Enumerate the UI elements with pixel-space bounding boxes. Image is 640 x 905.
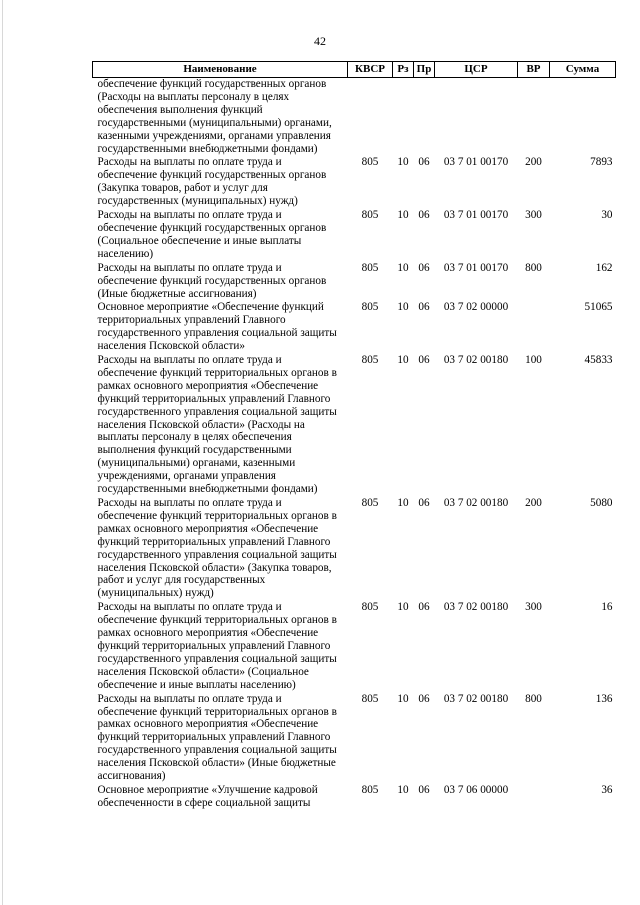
cell-sum: 136 (595, 692, 613, 705)
table-header-row (93, 62, 616, 78)
cell-csr: 03 7 02 00180 (443, 497, 509, 509)
cell-kvsr (348, 78, 393, 157)
cell-vr: 200 (525, 497, 542, 509)
cell-kvsr: 805 (361, 261, 379, 274)
cell-vr: 800 (525, 692, 542, 705)
cell-name: Расходы на выплаты по оплате труда и обеспечение функций территориальных органов в рамках основного мероприятия «Обеспечение функций территориальных управлений Главного государственного управления социальной защиты населения Псковской области» (Расходы на выплаты персоналу в целях обеспечения выполнения функций государственными (муниципальными) органами, казенными учреждениями, органами управления государственными внебюджетными фондами) (97, 354, 337, 496)
cell-pr (414, 78, 435, 157)
cell-name: Расходы на выплаты по оплате труда и обеспечение функций государственных органов (Социальное обеспечение и иные выплаты населению) (97, 209, 327, 260)
cell-kvsr: 805 (361, 354, 379, 367)
cell-name: Расходы на выплаты по оплате труда и обеспечение функций территориальных органов в рамках основного мероприятия «Обеспечение функций территориальных управлений Главного государственного управления социальной защиты населения Псковской области» (Закупка товаров, работ и услуг для государственных (муниципальных) нужд) (97, 497, 337, 600)
cell-csr: 03 7 02 00000 (443, 301, 509, 314)
header-name: Наименование (93, 62, 348, 78)
cell-pr: 06 (418, 156, 430, 169)
header-csr: ЦСР (435, 62, 518, 78)
cell-vr: 200 (525, 156, 542, 169)
header-pr: Пр (414, 62, 435, 78)
cell-csr: 03 7 01 00170 (443, 261, 509, 274)
cell-pr: 06 (418, 301, 430, 314)
header-vr: ВР (518, 62, 550, 78)
table-row (93, 209, 616, 262)
cell-csr: 03 7 02 00180 (443, 354, 509, 367)
cell-csr: 03 7 02 00180 (443, 601, 509, 614)
page-edge-line (2, 0, 3, 905)
header-rz: Рз (393, 62, 414, 78)
cell-sum: 30 (601, 209, 613, 222)
cell-vr (518, 78, 550, 157)
cell-vr: 100 (525, 354, 542, 367)
table-row (93, 601, 616, 692)
cell-kvsr: 805 (361, 783, 379, 796)
table-row (93, 784, 616, 811)
budget-table (92, 61, 616, 811)
cell-vr (518, 784, 550, 811)
cell-kvsr: 805 (361, 692, 379, 705)
cell-csr: 03 7 01 00170 (443, 156, 509, 169)
cell-rz: 10 (397, 354, 409, 367)
table-row (93, 497, 616, 601)
cell-sum: 5080 (590, 497, 613, 509)
cell-kvsr: 805 (361, 601, 379, 614)
cell-rz: 10 (397, 692, 409, 705)
table-row (93, 301, 616, 354)
cell-sum: 7893 (590, 156, 613, 169)
cell-rz: 10 (397, 497, 409, 509)
table-row (93, 354, 616, 497)
cell-csr: 03 7 02 00180 (443, 692, 509, 705)
header-sum: Сумма (550, 62, 616, 78)
cell-sum: 36 (601, 783, 613, 796)
cell-vr: 300 (525, 601, 542, 614)
cell-vr: 300 (525, 209, 542, 222)
page-number: 42 (314, 34, 326, 48)
cell-name: обеспечение функций государственных органов (Расходы на выплаты персоналу в целях обеспечения выполнения функций государственными (муниципальными) органами, казенными учреждениями, органами управления государственными внебюджетными фондами) (97, 78, 332, 155)
cell-name: Расходы на выплаты по оплате труда и обеспечение функций государственных органов (Иные бюджетные ассигнования) (97, 261, 327, 300)
cell-name: Основное мероприятие «Улучшение кадровой обеспеченности в сфере социальной защиты (97, 783, 318, 809)
table-body (93, 78, 616, 811)
cell-name: Основное мероприятие «Обеспечение функций территориальных управлений Главного государственного управления социальной защиты населения Псковской области» (97, 301, 337, 353)
cell-pr: 06 (418, 692, 430, 705)
cell-name: Расходы на выплаты по оплате труда и обеспечение функций государственных органов (Закупка товаров, работ и услуг для государственных (муниципальных) нужд) (97, 156, 327, 208)
table-row (93, 693, 616, 784)
cell-rz (393, 78, 414, 157)
cell-kvsr: 805 (361, 209, 379, 222)
cell-pr: 06 (418, 209, 430, 222)
cell-kvsr: 805 (361, 497, 379, 509)
cell-rz: 10 (397, 301, 409, 314)
cell-name: Расходы на выплаты по оплате труда и обеспечение функций территориальных органов в рамках основного мероприятия «Обеспечение функций территориальных управлений Главного государственного управления социальной защиты населения Псковской области» (Социальное обеспечение и иные выплаты населению) (97, 601, 337, 691)
cell-rz: 10 (397, 156, 409, 169)
cell-rz: 10 (397, 209, 409, 222)
cell-csr (435, 78, 518, 157)
cell-pr: 06 (418, 497, 430, 509)
cell-vr: 800 (525, 261, 542, 274)
cell-sum: 45833 (584, 354, 613, 367)
cell-name: Расходы на выплаты по оплате труда и обеспечение функций территориальных органов в рамках основного мероприятия «Обеспечение функций территориальных управлений Главного государственного управления социальной защиты населения Псковской области» (Иные бюджетные ассигнования) (97, 692, 337, 783)
cell-rz: 10 (397, 601, 409, 614)
cell-sum (550, 78, 616, 157)
cell-rz: 10 (397, 783, 409, 796)
cell-sum: 162 (595, 261, 613, 274)
table-row (93, 156, 616, 209)
cell-rz: 10 (397, 261, 409, 274)
cell-csr: 03 7 01 00170 (443, 209, 509, 222)
table-row (93, 262, 616, 302)
cell-pr: 06 (418, 261, 430, 274)
cell-sum: 51065 (584, 301, 613, 314)
cell-pr: 06 (418, 783, 430, 796)
cell-pr: 06 (418, 354, 430, 367)
cell-vr (518, 301, 550, 354)
header-kvsr: КВСР (348, 62, 393, 78)
cell-csr: 03 7 06 00000 (443, 783, 509, 796)
cell-kvsr: 805 (361, 156, 379, 169)
table-row (93, 78, 616, 157)
cell-pr: 06 (418, 601, 430, 614)
cell-sum: 16 (601, 601, 613, 614)
cell-kvsr: 805 (361, 301, 379, 314)
budget-table-container (92, 61, 615, 811)
